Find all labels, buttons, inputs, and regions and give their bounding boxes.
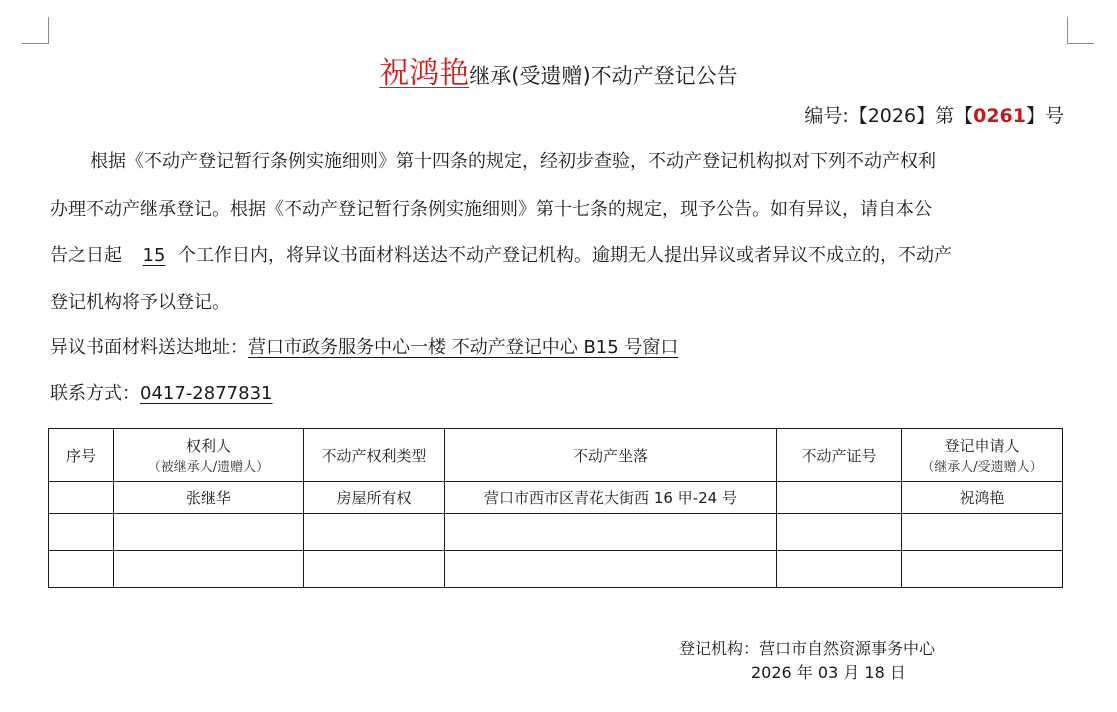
table-header-row — [49, 429, 1063, 482]
docno-middle: 】第【 — [916, 105, 974, 127]
notice-date: 2026 年 03 月 18 日 — [751, 663, 906, 682]
header-applicant-sub: （继承人/受遗赠人） — [921, 460, 1043, 475]
body-line-2: 办理不动产继承登记。根据《不动产登记暂行条例实施细则》第十七条的规定，现予公告。如有异议，请自本公 — [50, 199, 932, 220]
body-line-3-start: 告之日起 — [50, 245, 122, 266]
header-applicant-label: 登记申请人 — [944, 437, 1020, 455]
header-location: 不动产坐落 — [445, 429, 777, 482]
cell-holder — [114, 551, 304, 588]
contact-info — [50, 379, 1068, 405]
header-cert-no: 不动产证号 — [777, 429, 902, 482]
cell-location: 营口市西市区青花大街西 16 甲-24 号 — [445, 482, 777, 514]
cell-holder — [114, 514, 304, 551]
applicant-name-title: 祝鸿艳 — [379, 56, 470, 91]
cell-applicant — [902, 551, 1063, 588]
docno-year: 2026 — [867, 105, 917, 127]
objection-days: 15 — [142, 245, 166, 266]
registration-authority: 登记机构：营口市自然资源事务中心 — [679, 639, 936, 658]
objection-address — [50, 333, 1068, 359]
cell-location — [445, 514, 777, 551]
cell-applicant: 祝鸿艳 — [902, 482, 1063, 514]
body-line-3-end: 个工作日内，将异议书面材料送达不动产登记机构。逾期无人提出异议或者异议不成立的，不动产 — [178, 245, 952, 266]
cell-seq — [49, 551, 114, 588]
address-value: 营口市政务服务中心一楼 不动产登记中心 B15 号窗口 — [248, 337, 679, 358]
page-corner-mark-top-right — [1067, 17, 1094, 44]
table-row — [49, 551, 1063, 588]
contact-phone: 0417-2877831 — [140, 383, 273, 404]
title-text: 继承(受遗赠)不动产登记公告 — [469, 64, 738, 88]
body-line-3 — [50, 241, 1068, 267]
cell-applicant — [902, 514, 1063, 551]
cell-seq — [49, 482, 114, 514]
table-row — [49, 514, 1063, 551]
body-line-4: 登记机构将予以登记。 — [50, 292, 230, 313]
table-row — [49, 482, 1063, 514]
header-holder-label: 权利人 — [185, 437, 231, 455]
cell-right-type — [304, 551, 445, 588]
contact-label: 联系方式： — [50, 383, 140, 404]
docno-suffix: 】号 — [1025, 105, 1064, 127]
page-corner-mark-top-left — [22, 17, 49, 44]
cell-cert-no — [777, 551, 902, 588]
cell-seq — [49, 514, 114, 551]
docno-prefix: 编号:【 — [804, 105, 868, 127]
cell-holder: 张继华 — [114, 482, 304, 514]
cell-location — [445, 551, 777, 588]
header-right-type: 不动产权利类型 — [304, 429, 445, 482]
docno-number: 0261 — [973, 105, 1026, 127]
address-label: 异议书面材料送达地址： — [50, 337, 248, 358]
property-table — [48, 428, 1063, 588]
body-line-1: 根据《不动产登记暂行条例实施细则》第十四条的规定，经初步查验，不动产登记机构拟对下列不动产权利 — [90, 151, 936, 172]
cell-cert-no — [777, 514, 902, 551]
cell-right-type — [304, 514, 445, 551]
document-number — [804, 101, 1064, 128]
header-seq: 序号 — [49, 429, 114, 482]
cell-right-type: 房屋所有权 — [304, 482, 445, 514]
header-applicant — [902, 429, 1063, 482]
cell-cert-no — [777, 482, 902, 514]
notice-title — [0, 48, 1117, 92]
header-holder-sub: （被继承人/遗赠人） — [147, 460, 270, 475]
header-holder — [114, 429, 304, 482]
